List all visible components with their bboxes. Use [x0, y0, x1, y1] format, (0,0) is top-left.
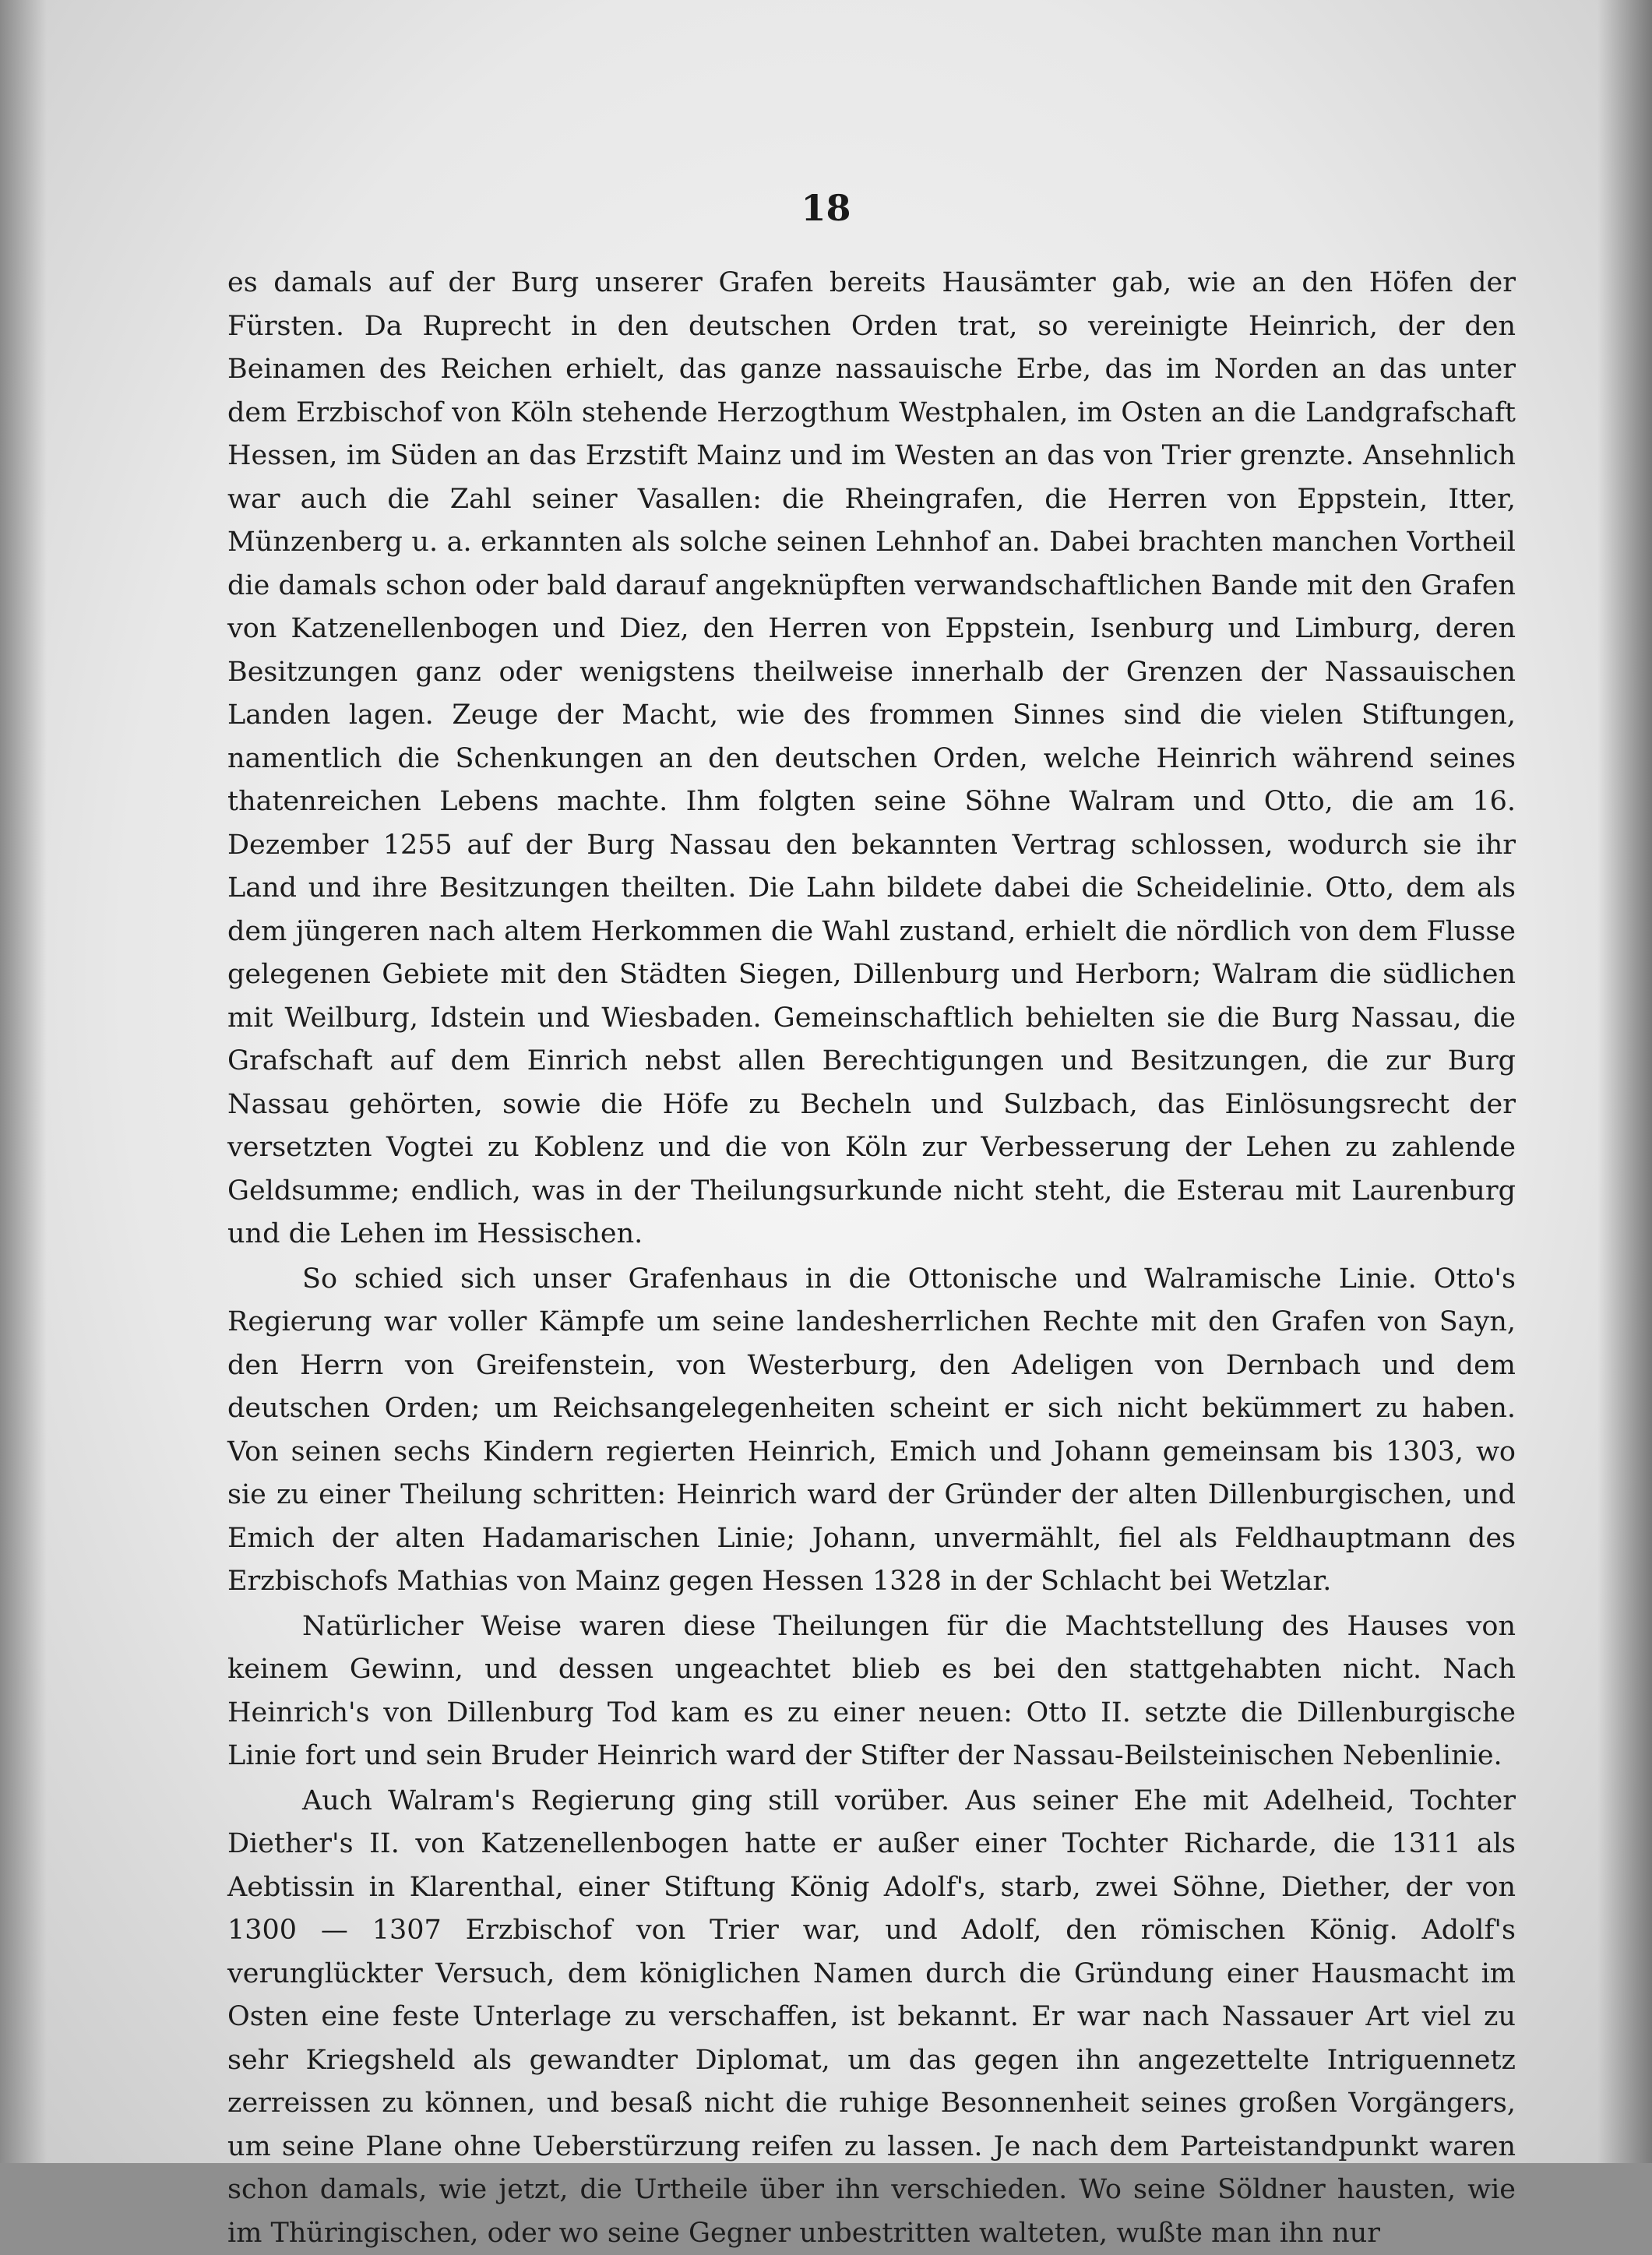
body-text [227, 262, 1516, 2255]
paragraph-1: es damals auf der Burg unserer Grafen bereits Hausämter gab, wie an den Höfen der Fürsten. Da Ruprecht in den deutschen Orden trat, so vereinigte Heinrich, der den Beinamen des Reichen erhielt, das ganze nassauische Erbe, das im Norden an das unter dem Erzbischof von Köln stehende Herzogthum Westphalen, im Osten an die Landgrafschaft Hessen, im Süden an das Erzstift Mainz und im Westen an das von Trier grenzte. Ansehnlich war auch die Zahl seiner Vasallen: die Rheingrafen, die Herren von Eppstein, Itter, Münzenberg u. a. erkannten als solche seinen Lehnhof an. Dabei brachten manchen Vortheil die damals schon oder bald darauf angeknüpften verwandschaftlichen Bande mit den Grafen von Katzenellenbogen und Diez, den Herren von Eppstein, Isenburg und Limburg, deren Besitzungen ganz oder wenigstens theilweise innerhalb der Grenzen der Nassauischen Landen lagen. Zeuge der Macht, wie des frommen Sinnes sind die vielen Stiftungen, namentlich die Schenkungen an den deutschen Orden, welche Heinrich während seines thatenreichen Lebens machte. Ihm folgten seine Söhne Walram und Otto, die am 16. Dezember 1255 auf der Burg Nassau den bekannten Vertrag schlossen, wodurch sie ihr Land und ihre Besitzungen theilten. Die Lahn bildete dabei die Scheidelinie. Otto, dem als dem jüngeren nach altem Herkommen die Wahl zustand, erhielt die nördlich von dem Flusse gelegenen Gebiete mit den Städten Siegen, Dillenburg und Herborn; Walram die südlichen mit Weilburg, Idstein und Wiesbaden. Gemeinschaftlich behielten sie die Burg Nassau, die Grafschaft auf dem Einrich nebst allen Berechtigungen und Besitzungen, die zur Burg Nassau gehörten, sowie die Höfe zu Becheln und Sulzbach, das Einlösungsrecht der versetzten Vogtei zu Koblenz und die von Köln zur Verbesserung der Lehen zu zahlende Geldsumme; endlich, was in der Theilungsurkunde nicht steht, die Esterau mit Laurenburg und die Lehen im Hessischen. [227, 262, 1516, 1256]
paragraph-4: Auch Walram's Regierung ging still vorüber. Aus seiner Ehe mit Adelheid, Tochter Diether's II. von Katzenellenbogen hatte er außer einer Tochter Richarde, die 1311 als Aebtissin in Klarenthal, einer Stiftung König Adolf's, starb, zwei Söhne, Diether, der von 1300 — 1307 Erzbischof von Trier war, und Adolf, den römischen König. Adolf's verunglückter Versuch, dem königlichen Namen durch die Gründung einer Hausmacht im Osten eine feste Unterlage zu verschaffen, ist bekannt. Er war nach Nassauer Art viel zu sehr Kriegsheld als gewandter Diplomat, um das gegen ihn angezettelte Intriguennetz zerreissen zu können, und besaß nicht die ruhige Besonnenheit seines großen Vorgängers, um seine Plane ohne Ueberstürzung reifen zu lassen. Je nach dem Parteistandpunkt waren schon damals, wie jetzt, die Urtheile über ihn verschieden. Wo seine Söldner hausten, wie im Thüringischen, oder wo seine Gegner unbestritten walteten, wußte man ihn nur [227, 1780, 1516, 2255]
paragraph-3: Natürlicher Weise waren diese Theilungen für die Machtstellung des Hauses von keinem Gewinn, und dessen ungeachtet blieb es bei den stattgehabten nicht. Nach Heinrich's von Dillenburg Tod kam es zu einer neuen: Otto II. setzte die Dillenburgische Linie fort und sein Bruder Heinrich ward der Stifter der Nassau-Beilsteinischen Nebenlinie. [227, 1605, 1516, 1778]
page-number: 18 [0, 187, 1652, 229]
scan-shadow-left [0, 0, 47, 2163]
scan-shadow-right [1597, 0, 1652, 2163]
paragraph-2: So schied sich unser Grafenhaus in die Ottonische und Walramische Linie. Otto's Regierung war voller Kämpfe um seine landesherrlichen Rechte mit den Grafen von Sayn, den Herrn von Greifenstein, von Westerburg, den Adeligen von Dernbach und dem deutschen Orden; um Reichsangelegenheiten scheint er sich nicht bekümmert zu haben. Von seinen sechs Kindern regierten Heinrich, Emich und Johann gemeinsam bis 1303, wo sie zu einer Theilung schritten: Heinrich ward der Gründer der alten Dillenburgischen, und Emich der alten Hadamarischen Linie; Johann, unvermählt, fiel als Feldhauptmann des Erzbischofs Mathias von Mainz gegen Hessen 1328 in der Schlacht bei Wetzlar. [227, 1258, 1516, 1604]
